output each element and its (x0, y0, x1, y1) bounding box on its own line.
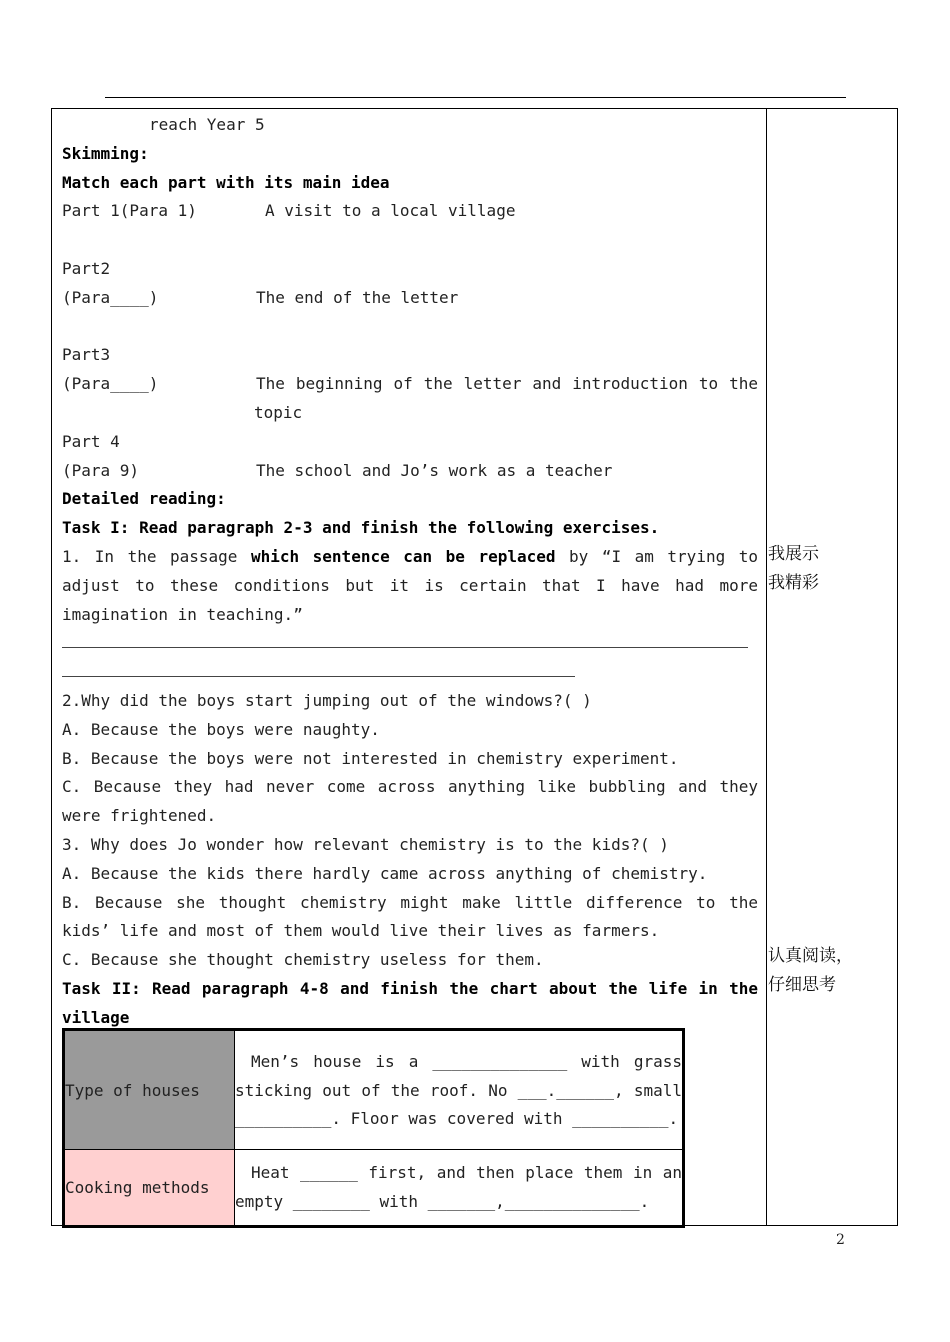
q3-question: 3. Why does Jo wonder how relevant chemistry is to the kids?( ) (62, 834, 669, 854)
para-blank: (Para____) (62, 374, 159, 394)
header-rule (105, 97, 846, 98)
side-note-line: 我精彩 (768, 572, 819, 593)
answer-line (62, 647, 748, 648)
task1-title: Task I: Read paragraph 2-3 and finish the following exercises. (62, 518, 660, 538)
task2-title-cont: village (62, 1007, 130, 1027)
village-life-chart (62, 1028, 685, 1228)
q1-line3: imagination in teaching.” (62, 604, 303, 624)
q3-option-a: A. Because the kids there hardly came across anything of chemistry. (62, 863, 708, 883)
side-note-line: 我展示 (768, 544, 819, 564)
detailed-heading: Detailed reading: (62, 489, 226, 509)
match-row-3-cont (62, 399, 758, 428)
chart-row-houses (64, 1030, 684, 1150)
q1-bold: which sentence can be replaced (250, 546, 556, 566)
part-label: Part 4 (62, 431, 120, 451)
main-idea: The beginning of the letter and introduction to the (256, 374, 758, 394)
part-label: Part 1(Para 1) (62, 201, 197, 221)
answer-line (62, 676, 575, 677)
main-idea: A visit to a local village (265, 201, 516, 221)
houses-answer-cell[interactable] (235, 1030, 684, 1150)
match-row-3 (62, 370, 758, 399)
houses-label-cell (64, 1030, 235, 1150)
side-note-line: 认真阅读， (768, 946, 853, 966)
skimming-heading: Skimming: (62, 143, 149, 163)
houses-label: Type of houses (65, 1080, 200, 1100)
part-label: Part2 (62, 258, 111, 278)
chart-row-cooking (64, 1150, 684, 1227)
skimming-instruction: Match each part with its main idea (62, 172, 390, 192)
q1-line1 (62, 543, 758, 572)
q3-option-b: B. Because she thought chemistry might make little difference to the (62, 892, 758, 912)
side-note-read (768, 942, 853, 1000)
q2-option-c-cont: were frightened. (62, 806, 217, 826)
main-idea: The end of the letter (256, 287, 459, 307)
match-row-2 (62, 284, 758, 313)
main-idea: The school and Jo’s work as a teacher (256, 460, 613, 480)
q2-option-c: C. Because they had never come across anything like bubbling and they (62, 777, 758, 797)
column-divider (766, 108, 767, 1226)
q3-option-b-cont: kids’ life and most of them would live their lives as farmers. (62, 921, 660, 941)
q1-prefix: 1. In the passage (62, 546, 238, 566)
cooking-label: Cooking methods (65, 1178, 210, 1197)
q2-option-a: A. Because the boys were naughty. (62, 719, 380, 739)
continuation-text: reach Year 5 (149, 115, 265, 134)
main-idea-cont: topic (254, 402, 303, 422)
match-row-1 (62, 197, 758, 226)
match-row-4 (62, 457, 758, 486)
para-label: (Para 9) (62, 460, 140, 480)
cooking-text: Heat ______ first, and then place them in an empty ________ with _______,______________. (235, 1162, 682, 1211)
side-note-show (768, 540, 819, 598)
q2-question: 2.Why did the boys start jumping out of the windows?( ) (62, 690, 592, 710)
houses-text: Men’s house is a ______________ with grass sticking out of the roof. No ___.______, small __________. Floor was covered with __________. (235, 1051, 682, 1129)
part-label: Part3 (62, 345, 111, 365)
para-blank: (Para____) (62, 287, 159, 307)
q2-option-b: B. Because the boys were not interested in chemistry experiment. (62, 748, 679, 768)
cooking-label-cell (64, 1150, 235, 1227)
page-number: 2 (836, 1232, 845, 1248)
answer-lines[interactable] (62, 629, 758, 687)
q1-line2: adjust to these conditions but it is certain that I have had more (62, 575, 758, 595)
side-note-line: 仔细思考 (768, 974, 836, 995)
q1-rest: by “I am trying to (569, 546, 758, 566)
task2-title: Task II: Read paragraph 4-8 and finish the chart about the life in the (62, 978, 758, 998)
cooking-answer-cell[interactable] (235, 1150, 684, 1227)
main-column (62, 111, 758, 1033)
q3-option-c: C. Because she thought chemistry useless for them. (62, 950, 544, 970)
